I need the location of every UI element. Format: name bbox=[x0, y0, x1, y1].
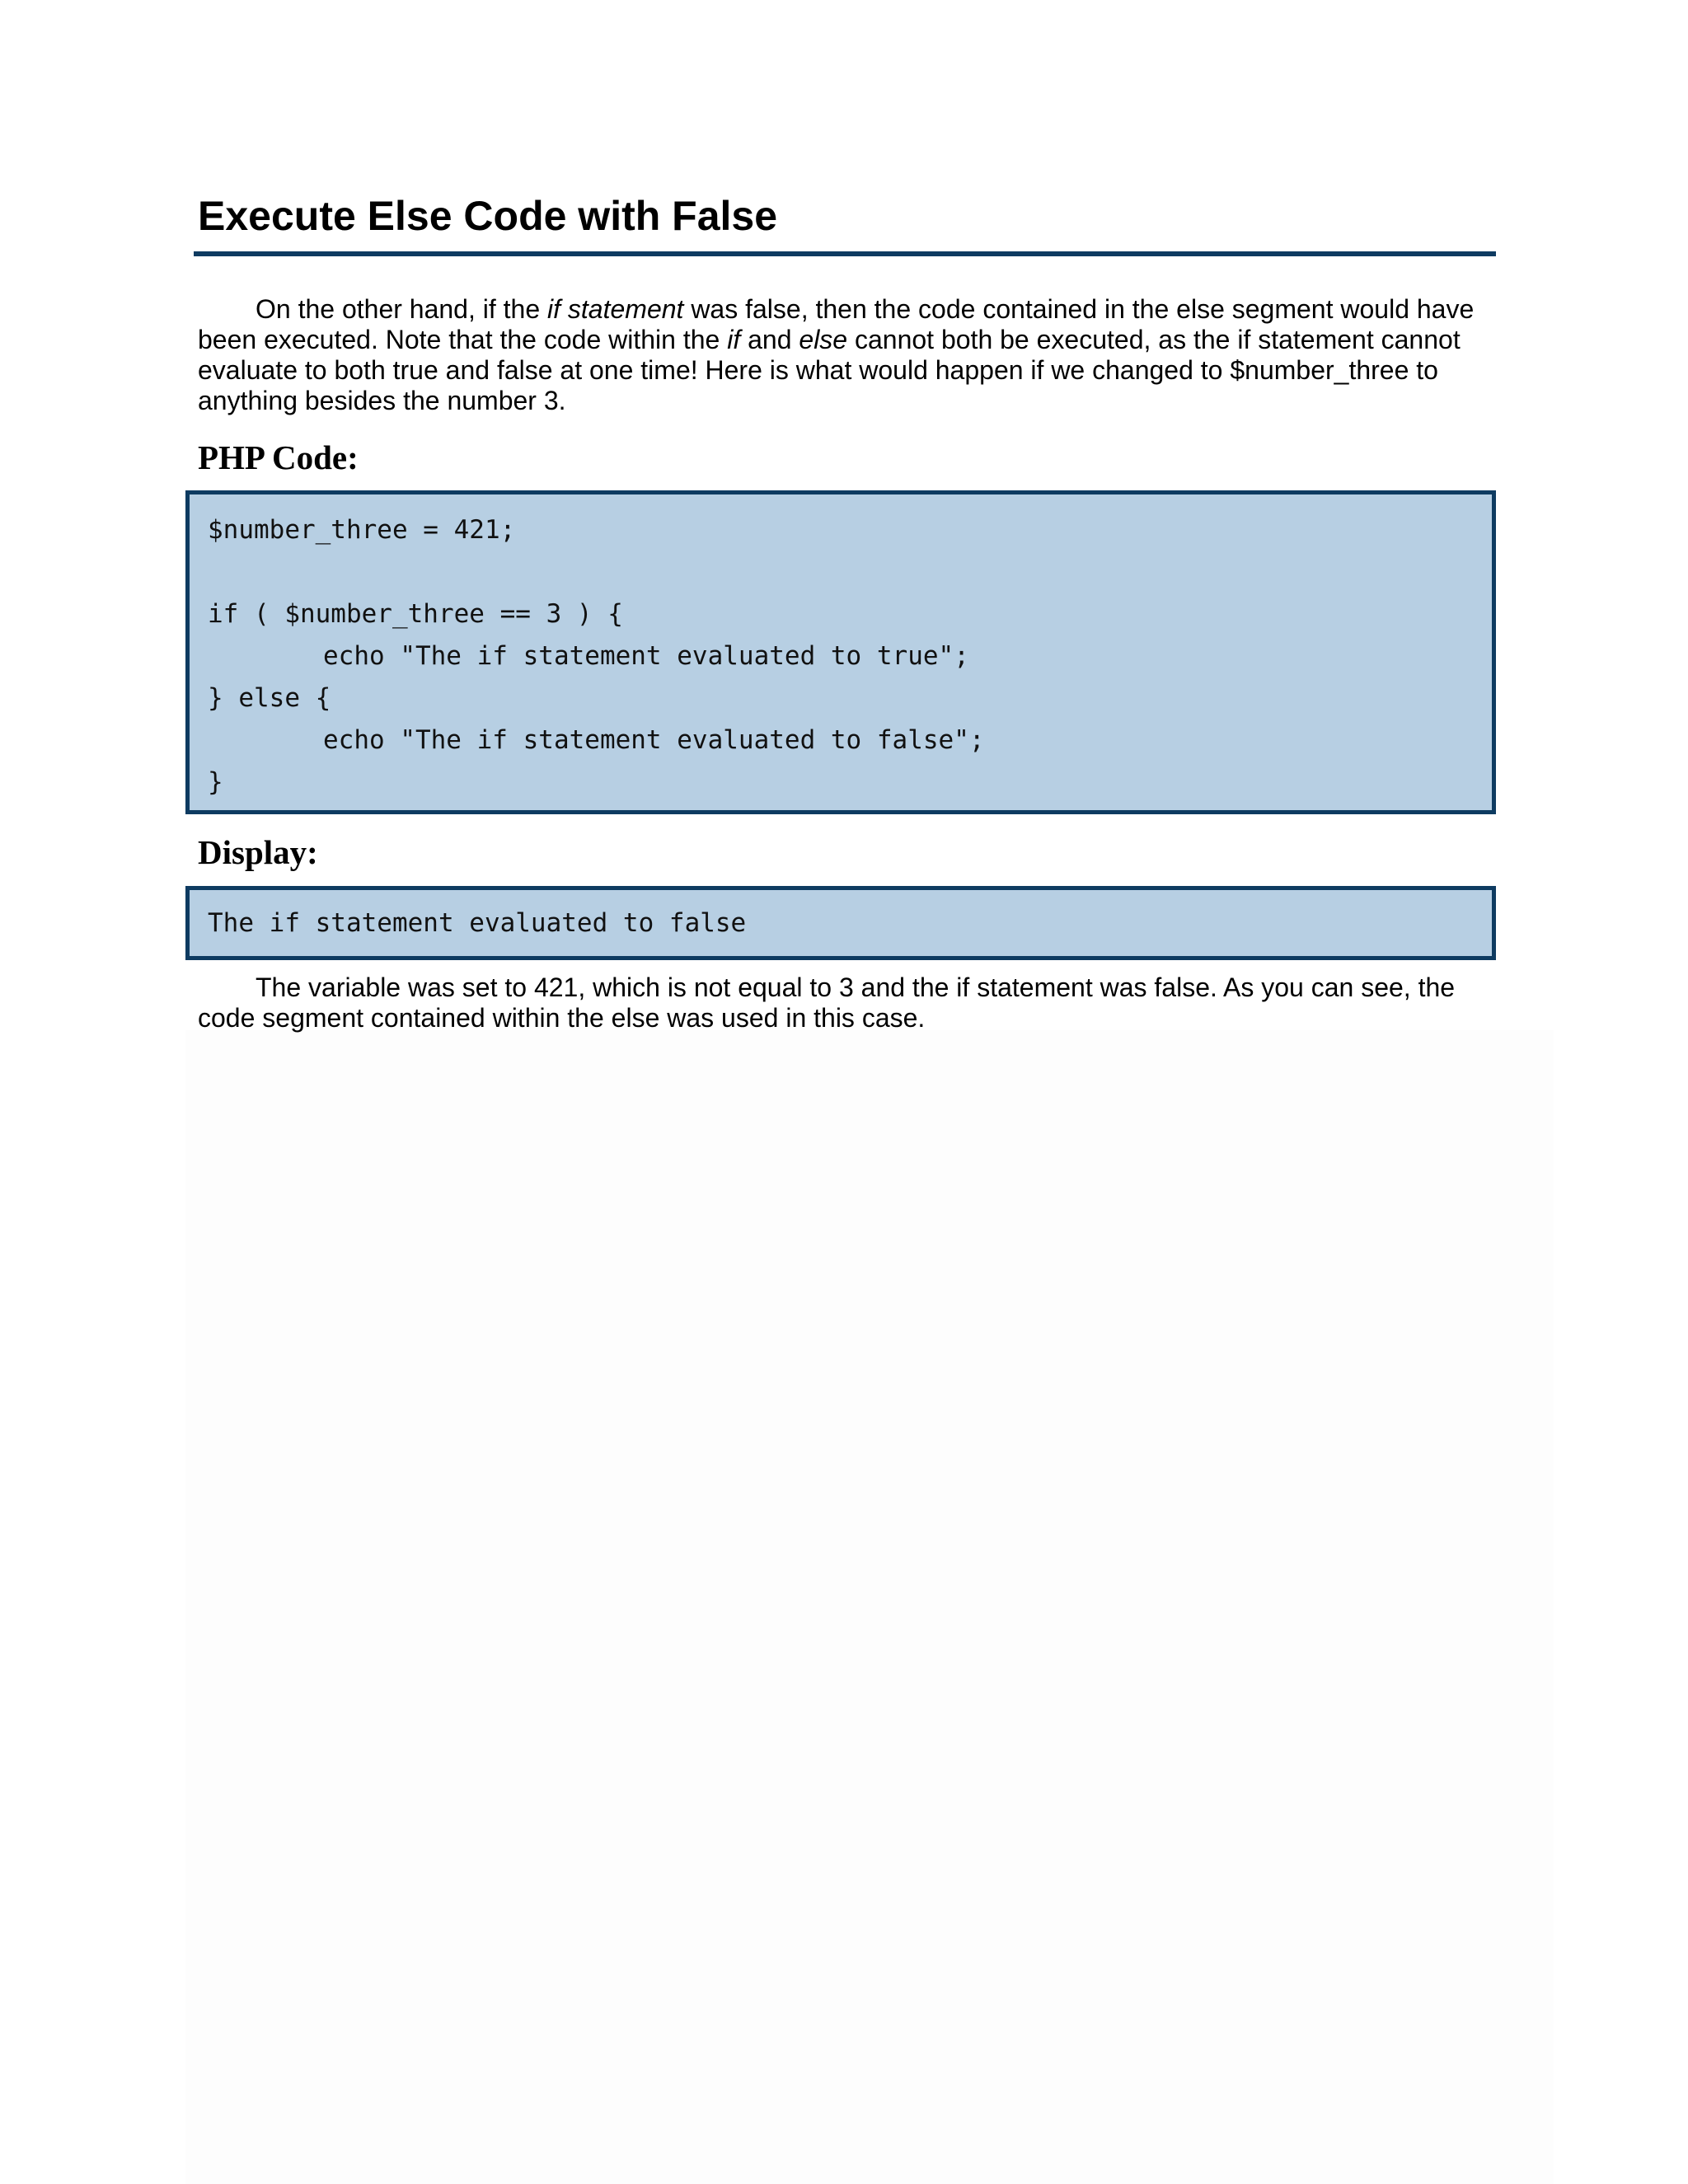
intro-emphasis-if-statement: if statement bbox=[547, 294, 684, 324]
intro-text-4: cannot both be executed, as the if statement cannot evaluate to both true and false at one time! Here is what would happen if we changed to $number_three to anything besides the number 3. bbox=[198, 325, 1461, 415]
intro-text-3: and bbox=[740, 325, 799, 354]
page-column-shade bbox=[185, 1030, 1554, 2184]
code-line: } else { bbox=[208, 683, 331, 713]
outro-paragraph: The variable was set to 421, which is not equal to 3 and the if statement was false. As you can see, the code segment contained within the else was used in this case. bbox=[198, 972, 1456, 1033]
code-line bbox=[208, 551, 1492, 593]
code-line: $number_three = 421; bbox=[208, 515, 516, 545]
intro-paragraph bbox=[198, 294, 1508, 416]
display-heading: Display: bbox=[198, 833, 318, 871]
intro-emphasis-if: if bbox=[727, 325, 741, 354]
title-underline bbox=[194, 251, 1496, 256]
document-content bbox=[198, 193, 1508, 1033]
intro-text-2: was false, then the code contained in the else segment would have been executed. Note that the code within the bbox=[198, 294, 1475, 354]
code-line: echo "The if statement evaluated to true"; bbox=[323, 641, 969, 671]
page-title: Execute Else Code with False bbox=[198, 193, 778, 239]
php-code-block bbox=[185, 490, 1496, 814]
code-line: } bbox=[208, 767, 223, 797]
display-output-text: The if statement evaluated to false bbox=[208, 908, 747, 938]
intro-emphasis-else: else bbox=[799, 325, 848, 354]
code-line: echo "The if statement evaluated to false"; bbox=[323, 725, 985, 755]
code-line: if ( $number_three == 3 ) { bbox=[208, 599, 623, 629]
intro-text-1: On the other hand, if the bbox=[256, 294, 548, 324]
php-code-heading: PHP Code: bbox=[198, 438, 359, 476]
display-output-block bbox=[185, 886, 1496, 960]
